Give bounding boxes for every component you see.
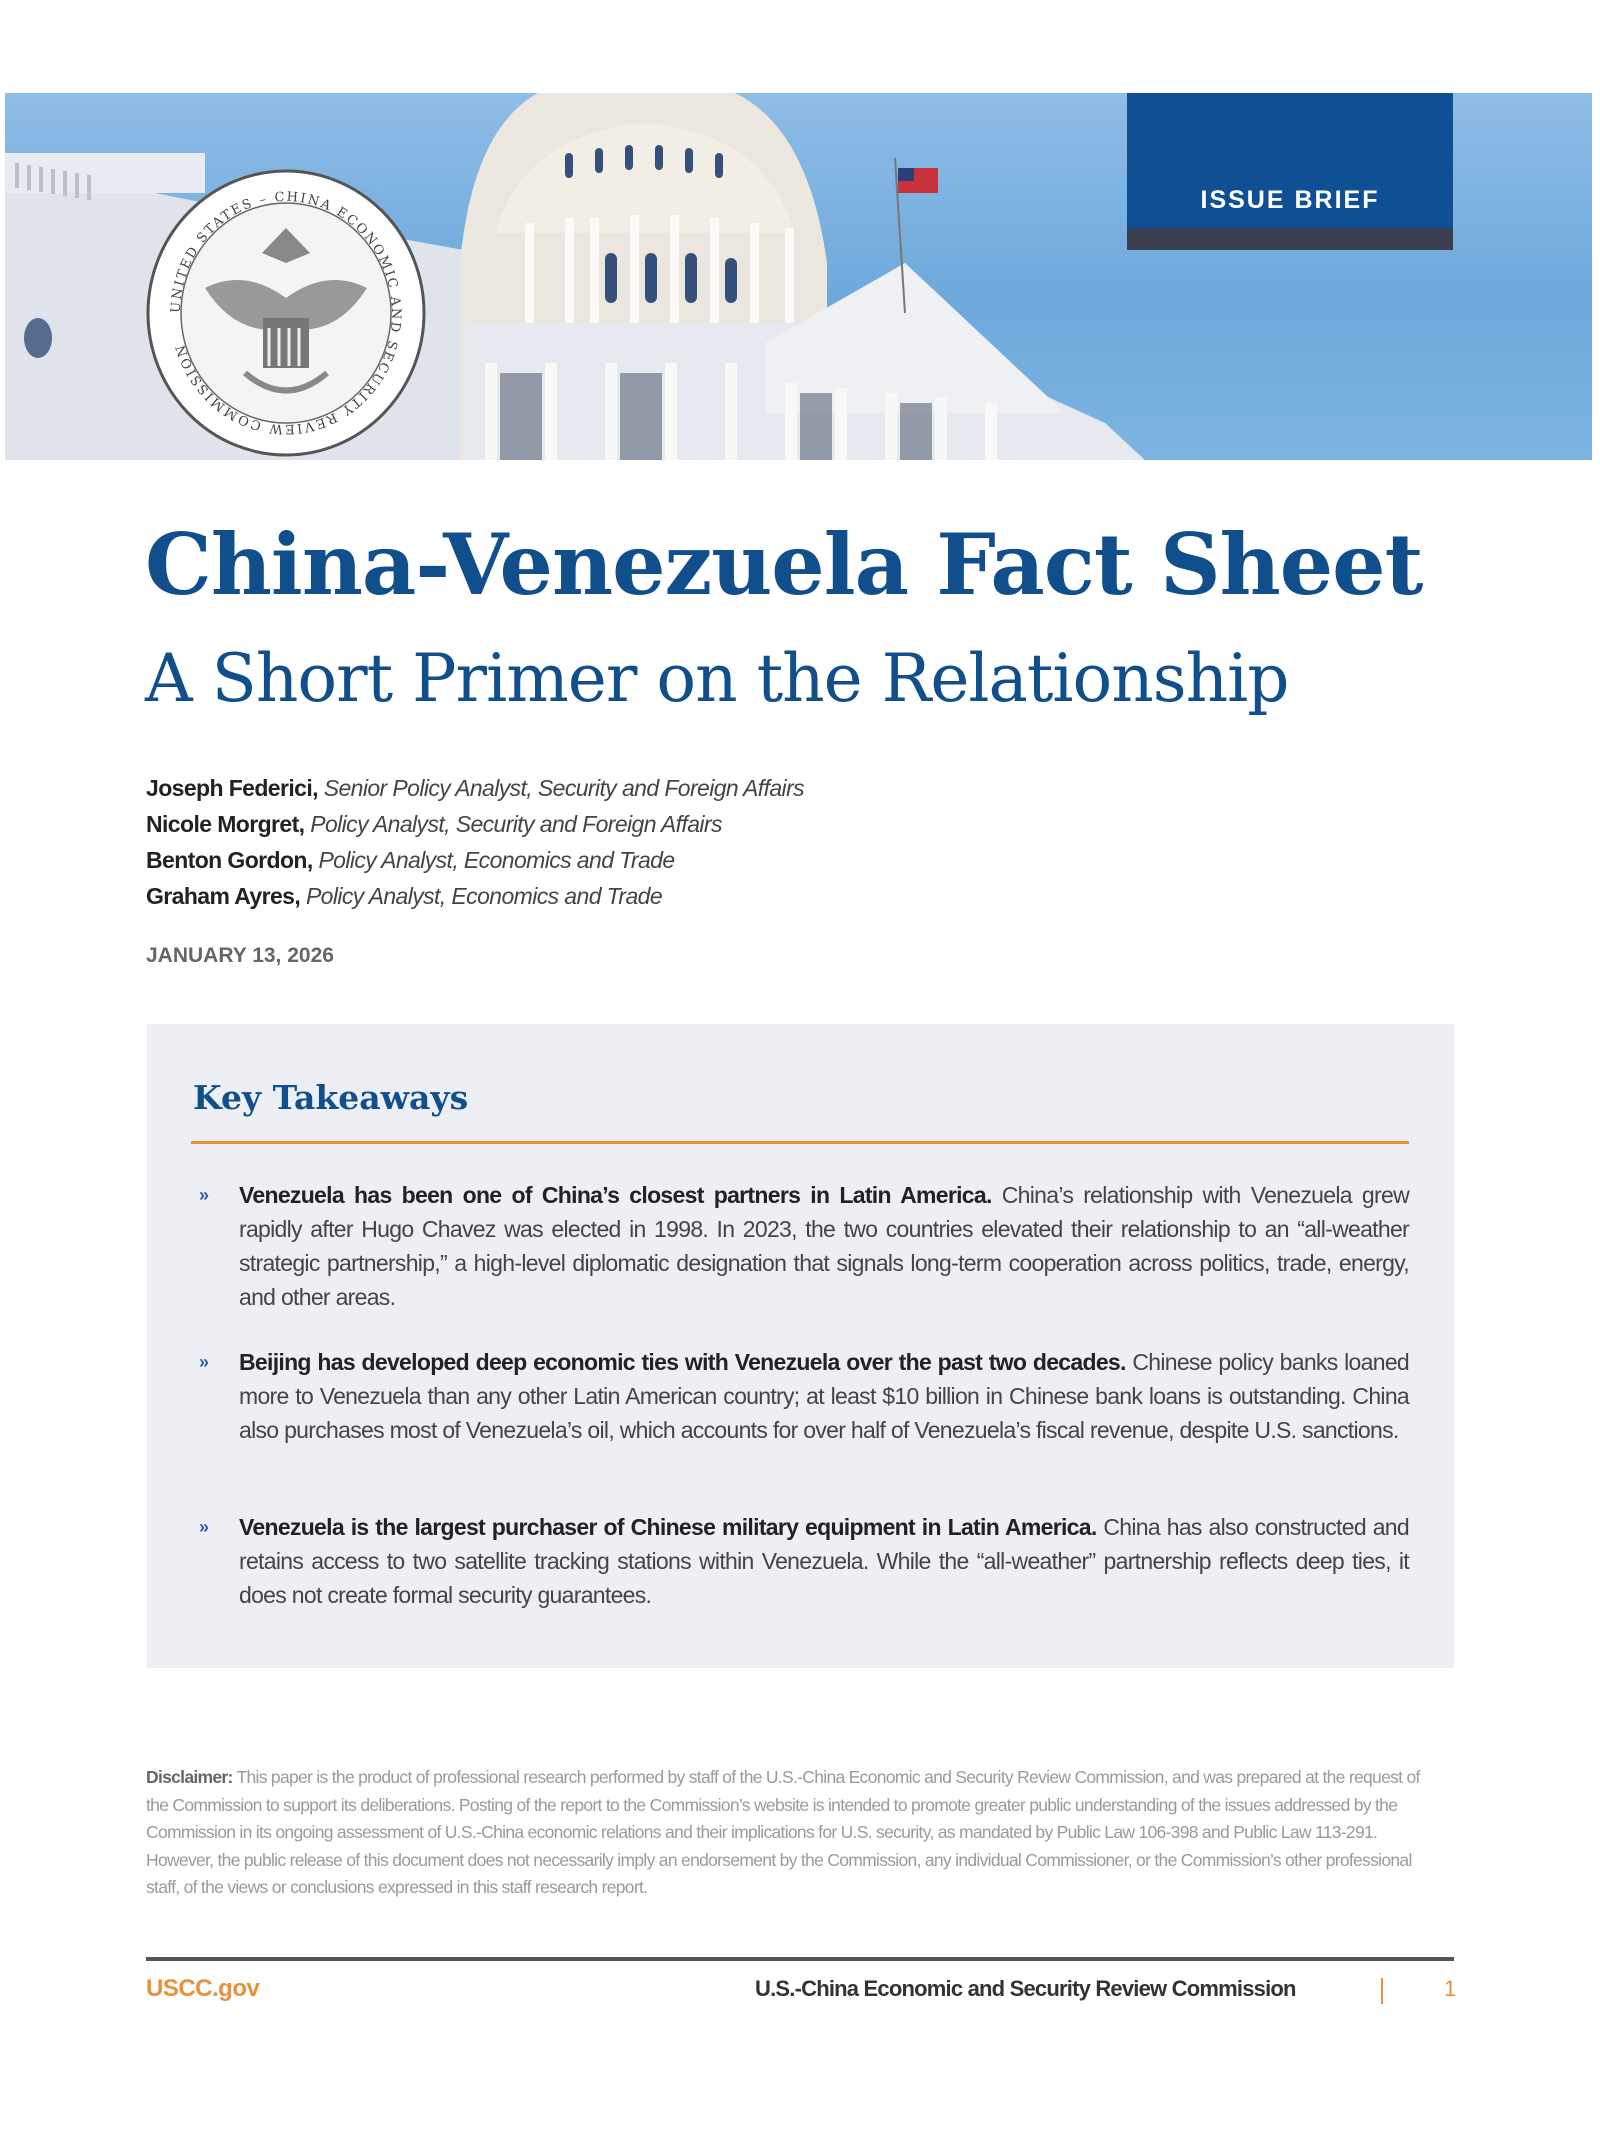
chevron-bullet-icon: » bbox=[199, 1185, 209, 1205]
badge-stripe bbox=[1127, 228, 1453, 250]
author-line bbox=[146, 878, 804, 914]
takeaway-body: China has also constructed and retains access to two satellite tracking stations within Venezuela. While the “all-weather” partnership reflects deep ties, it does not create formal security guarantees. bbox=[239, 1514, 1409, 1608]
takeaway-item bbox=[191, 1510, 1409, 1612]
author-list bbox=[146, 770, 804, 914]
takeaway-body: Chinese policy banks loaned more to Venezuela than any other Latin American country; at least $10 billion in Chinese bank loans is outstanding. China also purchases most of Venezuela’s oil, which accounts for over half of Venezuela’s fiscal revenue, despite U.S. sanctions. bbox=[239, 1349, 1409, 1443]
disclaimer bbox=[146, 1764, 1446, 1902]
takeaway-lead: Venezuela is the largest purchaser of Chinese military equipment in Latin America. bbox=[239, 1514, 1097, 1540]
chevron-bullet-icon: » bbox=[199, 1352, 209, 1372]
page-title: China-Venezuela Fact Sheet bbox=[145, 515, 1423, 614]
issue-brief-label: ISSUE BRIEF bbox=[1200, 186, 1380, 214]
author-name: Graham Ayres, bbox=[146, 883, 301, 909]
author-role: Policy Analyst, Economics and Trade bbox=[305, 883, 663, 909]
issue-brief-badge bbox=[1127, 93, 1453, 250]
publication-date: JANUARY 13, 2026 bbox=[146, 944, 334, 967]
key-takeaways-box bbox=[147, 1024, 1454, 1668]
divider bbox=[191, 1141, 1409, 1144]
key-takeaways-heading: Key Takeaways bbox=[193, 1078, 469, 1117]
takeaway-item bbox=[191, 1345, 1409, 1447]
takeaway-lead: Venezuela has been one of China’s closest partners in Latin America. bbox=[239, 1182, 992, 1208]
author-name: Benton Gordon, bbox=[146, 847, 313, 873]
takeaway-body: China’s relationship with Venezuela grew rapidly after Hugo Chavez was elected in 1998. In 2023, the two countries elevated their relationship to an “all-weather strategic partnership,” a high-level diplomatic designation that signals long-term cooperation across politics, trade, energy, and other areas. bbox=[239, 1182, 1409, 1310]
page-subtitle: A Short Primer on the Relationship bbox=[145, 640, 1289, 717]
uscc-seal-logo bbox=[145, 168, 428, 458]
author-line bbox=[146, 770, 804, 806]
takeaway-item bbox=[191, 1178, 1409, 1314]
footer-separator bbox=[1381, 1978, 1383, 2004]
disclaimer-label: Disclaimer: bbox=[146, 1767, 233, 1787]
author-line bbox=[146, 806, 804, 842]
seal-text: UNITED STATES – CHINA ECONOMIC AND SECURITY REVIEW COMMISSION bbox=[168, 189, 404, 437]
footer-organization: U.S.-China Economic and Security Review Commission bbox=[755, 1976, 1296, 2001]
author-role: Senior Policy Analyst, Security and Foreign Affairs bbox=[323, 775, 805, 801]
author-role: Policy Analyst, Security and Foreign Affairs bbox=[310, 811, 722, 837]
author-name: Joseph Federici, bbox=[146, 775, 318, 801]
footer-divider bbox=[146, 1957, 1454, 1961]
disclaimer-text: This paper is the product of professional research performed by staff of the U.S.-China Economic and Security Review Commission, and was prepared at the request of the Commission to support its deliberations. Posting of the report to the Commission’s website is intended to promote greater public understanding of the issues addressed by the Commission in its ongoing assessment of U.S.-China economic relations and their implications for U.S. security, as mandated by Public Law 106-398 and Public Law 113-291. However, the public release of this document does not necessarily imply an endorsement by the Commission, any individual Commissioner, or the Commission’s other professional staff, of the views or conclusions expressed in this staff research report. bbox=[146, 1767, 1420, 1898]
chevron-bullet-icon: » bbox=[199, 1517, 209, 1537]
footer-site-link[interactable]: USCC.gov bbox=[146, 1975, 260, 2002]
author-line bbox=[146, 842, 804, 878]
author-name: Nicole Morgret, bbox=[146, 811, 305, 837]
takeaway-lead: Beijing has developed deep economic ties with Venezuela over the past two decades. bbox=[239, 1349, 1126, 1375]
page-number: 1 bbox=[1444, 1976, 1457, 2001]
author-role: Policy Analyst, Economics and Trade bbox=[318, 847, 675, 873]
